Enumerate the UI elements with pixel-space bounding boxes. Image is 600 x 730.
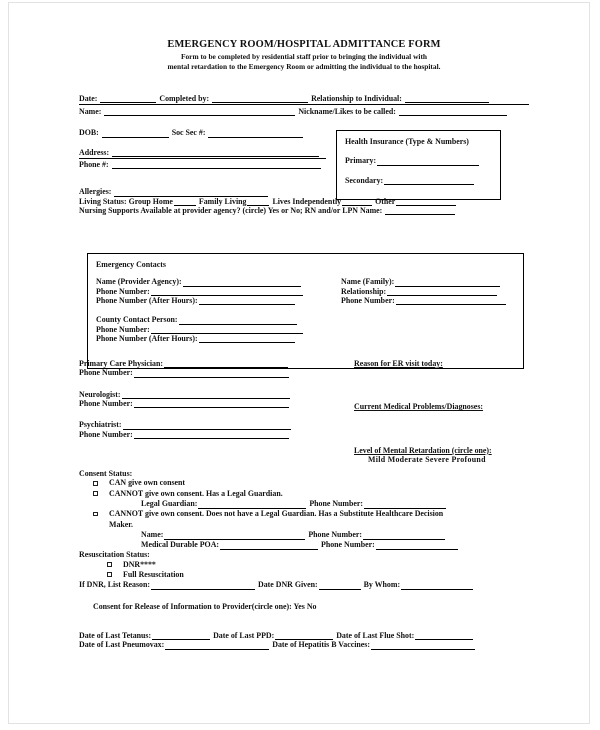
mental-retardation-level-label: Level of Mental Retardation (circle one): [354,445,492,455]
provider-agency-name-input[interactable] [183,278,301,287]
psychiatrist-row [79,420,329,429]
address-continuation-line[interactable] [79,158,326,159]
consent-status-heading: Consent Status: [79,469,133,479]
resuscitation-status-heading: Resuscitation Status: [79,550,150,560]
consent-option-substitute-continued: Maker. [109,519,134,529]
resuscitation-option-full-row[interactable] [79,570,529,580]
allergies-label: Allergies: [79,187,112,197]
psychiatrist-phone-label: Phone Number: [79,429,133,439]
legal-guardian-input[interactable] [198,500,306,509]
checkbox-icon[interactable] [107,572,112,577]
last-ppd-input[interactable] [275,631,333,640]
psychiatrist-phone-row [79,430,329,439]
family-phone-input[interactable] [396,296,506,305]
if-dnr-list-reason-label: If DNR, List Reason: [79,580,151,590]
name-nickname-row [79,107,529,116]
other-living-status-label: Other [375,196,396,206]
health-insurance-content [337,131,500,191]
page-title: EMERGENCY ROOM/HOSPITAL ADMITTANCE FORM [167,39,441,50]
nursing-supports-row [79,206,529,215]
county-phone-row [96,325,336,334]
insurance-primary-input[interactable] [377,157,479,166]
emergency-contacts-columns [96,277,515,365]
name-input[interactable] [104,107,295,116]
consent-option-can-label: CAN give own consent [109,478,186,488]
substitute-name-row [79,530,529,540]
form-page [8,2,590,724]
health-insurance-box [336,130,501,200]
family-name-label: Name (Family): [341,277,395,287]
medical-durable-poa-label: Medical Durable POA: [141,540,220,550]
provider-after-hours-input[interactable] [199,296,295,305]
date-label: Date: [79,93,98,103]
current-medical-problems-label: Current Medical Problems/Diagnoses: [354,402,484,412]
rn-lpn-name-label: RN and/or LPN Name: [304,205,383,215]
lives-independently-label: Lives Independently [272,196,342,206]
phone-label: Phone #: [79,159,109,169]
consent-option-guardian-row[interactable] [79,489,529,499]
checkbox-icon[interactable] [93,491,98,496]
county-phone-input[interactable] [151,325,303,334]
providers-column [79,359,329,439]
group-home-input[interactable] [174,197,196,206]
release-of-information-row [79,602,529,611]
emergency-contacts-provider-column [96,277,336,343]
family-name-input[interactable] [395,278,500,287]
substitute-name-label: Name: [141,529,164,539]
county-after-hours-input[interactable] [199,334,295,343]
pcp-phone-input[interactable] [134,369,289,378]
resuscitation-option-dnr-row[interactable] [79,560,529,570]
family-relationship-row [341,287,536,296]
insurance-primary-row [345,156,492,165]
date-input[interactable] [100,94,156,103]
substitute-phone-label: Phone Number: [308,529,363,539]
county-after-hours-label: Phone Number (After Hours): [96,333,198,343]
consent-option-can-row[interactable] [79,478,529,488]
immunization-row-1 [79,631,529,640]
last-tetanus-input[interactable] [152,631,210,640]
ssn-label: Soc Sec #: [171,128,206,138]
last-tetanus-label: Date of Last Tetanus: [79,630,152,640]
last-flu-shot-input[interactable] [415,631,473,640]
hepatitis-b-label: Date of Hepatitis B Vaccines: [272,640,370,650]
dob-input[interactable] [102,129,169,138]
neurologist-label: Neurologist: [79,389,121,399]
legal-guardian-phone-label: Phone Number: [309,499,364,509]
emergency-contacts-content [88,254,523,371]
dob-label: DOB: [79,128,99,138]
consent-option-guardian-label: CANNOT give own consent. Has a Legal Guardian. [109,488,283,498]
ssn-input[interactable] [208,129,303,138]
insurance-secondary-label: Secondary: [345,175,384,185]
legal-guardian-phone-input[interactable] [364,500,446,509]
pcp-phone-row [79,368,329,377]
mental-retardation-level-options[interactable]: Mild Moderate Severe Profound [368,455,486,465]
living-status-label: Living Status: [79,196,127,206]
dnr-by-whom-label: By Whom: [363,580,401,590]
insurance-secondary-input[interactable] [384,176,474,185]
provider-agency-name-label: Name (Provider Agency): [96,277,182,287]
dnr-date-given-input[interactable] [319,581,361,590]
clinical-column [354,359,534,464]
provider-phone-label: Phone Number: [96,286,150,296]
checkbox-icon[interactable] [93,481,98,486]
last-pneumovax-label: Date of Last Pneumovax: [79,640,165,650]
relationship-to-individual-input[interactable] [405,94,489,103]
county-phone-label: Phone Number: [96,324,150,334]
relationship-to-individual-label: Relationship to Individual: [311,93,402,103]
medical-durable-poa-input[interactable] [220,541,318,550]
primary-care-physician-label: Primary Care Physician: [79,359,164,369]
substitute-name-input[interactable] [164,531,305,540]
release-of-information-options[interactable]: Yes No [293,601,317,611]
dnr-date-given-label: Date DNR Given: [258,580,318,590]
resuscitation-option-full-label: Full Resuscitation [123,569,184,579]
dnr-by-whom-input[interactable] [401,581,473,590]
provider-after-hours-label: Phone Number (After Hours): [96,295,198,305]
family-phone-row [341,296,536,305]
nickname-label: Nickname/Likes to be called: [298,106,396,116]
form-subtitle-line-1: Form to be completed by residential staff prior to bringing the individual with [180,52,428,61]
nickname-input[interactable] [399,107,507,116]
provider-name-row [96,277,336,286]
family-name-row [341,277,536,286]
medical-poa-phone-input[interactable] [376,541,458,550]
form-subtitle-line-2: mental retardation to the Emergency Room or admitting the individual to the hospital. [167,61,441,71]
county-contact-person-input[interactable] [179,316,297,325]
insurance-primary-label: Primary: [345,156,377,166]
family-living-label: Family Living [198,196,247,206]
hepatitis-b-input[interactable] [371,641,475,650]
consent-option-substitute-label: CANNOT give own consent. Does not have a Legal Guardian. Has a Substitute Healthcare Decision [109,509,444,519]
release-of-information-label: Consent for Release of Information to Provider(circle one): [93,601,292,611]
form-body [79,39,529,650]
legal-guardian-label: Legal Guardian: [141,499,198,509]
pcp-row [79,359,329,368]
county-contact-person-label: County Contact Person: [96,315,178,325]
name-label: Name: [79,106,102,116]
phone-input[interactable] [112,160,321,169]
providers-clinical-section [79,359,529,465]
group-home-label: Group Home [128,196,173,206]
psychiatrist-label: Psychiatrist: [79,420,122,430]
neurologist-input[interactable] [122,390,290,399]
checkbox-icon[interactable] [93,512,98,517]
neurologist-phone-input[interactable] [134,399,289,408]
legal-guardian-row [79,499,529,509]
nursing-supports-circle-options[interactable]: (circle) Yes or No; [242,205,303,215]
last-ppd-label: Date of Last PPD: [213,630,275,640]
address-label: Address: [79,147,110,157]
last-flu-shot-label: Date of Last Flue Shot: [336,630,415,640]
allergies-input[interactable] [114,188,268,197]
date-completed-relationship-row [79,94,529,103]
provider-after-hours-row [96,296,336,305]
medical-poa-row [79,540,529,550]
address-input[interactable] [112,148,319,157]
completed-by-input[interactable] [212,94,308,103]
family-living-input[interactable] [247,197,269,206]
family-relationship-input[interactable] [387,287,497,296]
substitute-phone-input[interactable] [363,531,445,540]
provider-phone-row [96,287,336,296]
family-relationship-label: Relationship: [341,286,387,296]
identity-divider [79,104,529,105]
emergency-contacts-family-column [341,277,536,305]
neurologist-phone-label: Phone Number: [79,399,133,409]
county-contact-row [96,315,336,324]
health-insurance-heading: Health Insurance (Type & Numbers) [345,137,469,146]
completed-by-label: Completed by: [159,93,210,103]
rn-lpn-name-input[interactable] [385,206,455,215]
reason-for-er-visit-label: Reason for ER visit today: [354,359,443,369]
psychiatrist-phone-input[interactable] [134,430,289,439]
nursing-supports-label: Nursing Supports Available at provider agency? [79,205,241,215]
medical-poa-phone-label: Phone Number: [321,540,375,550]
checkbox-icon[interactable] [107,562,112,567]
county-after-hours-row [96,334,336,343]
emergency-contacts-box [87,253,524,369]
primary-care-physician-input[interactable] [164,359,288,368]
provider-phone-input[interactable] [151,287,303,296]
psychiatrist-input[interactable] [123,421,291,430]
pcp-phone-label: Phone Number: [79,368,133,378]
consent-option-substitute-row[interactable] [79,509,529,519]
neurologist-row [79,390,329,399]
dnr-reason-row [79,580,529,589]
immunization-row-2 [79,640,529,649]
family-phone-label: Phone Number: [341,295,395,305]
if-dnr-list-reason-input[interactable] [151,581,255,590]
resuscitation-option-dnr-label: DNR**** [123,559,156,569]
emergency-contacts-heading: Emergency Contacts [96,260,166,269]
insurance-secondary-row [345,176,492,185]
last-pneumovax-input[interactable] [165,641,269,650]
neurologist-phone-row [79,399,329,408]
